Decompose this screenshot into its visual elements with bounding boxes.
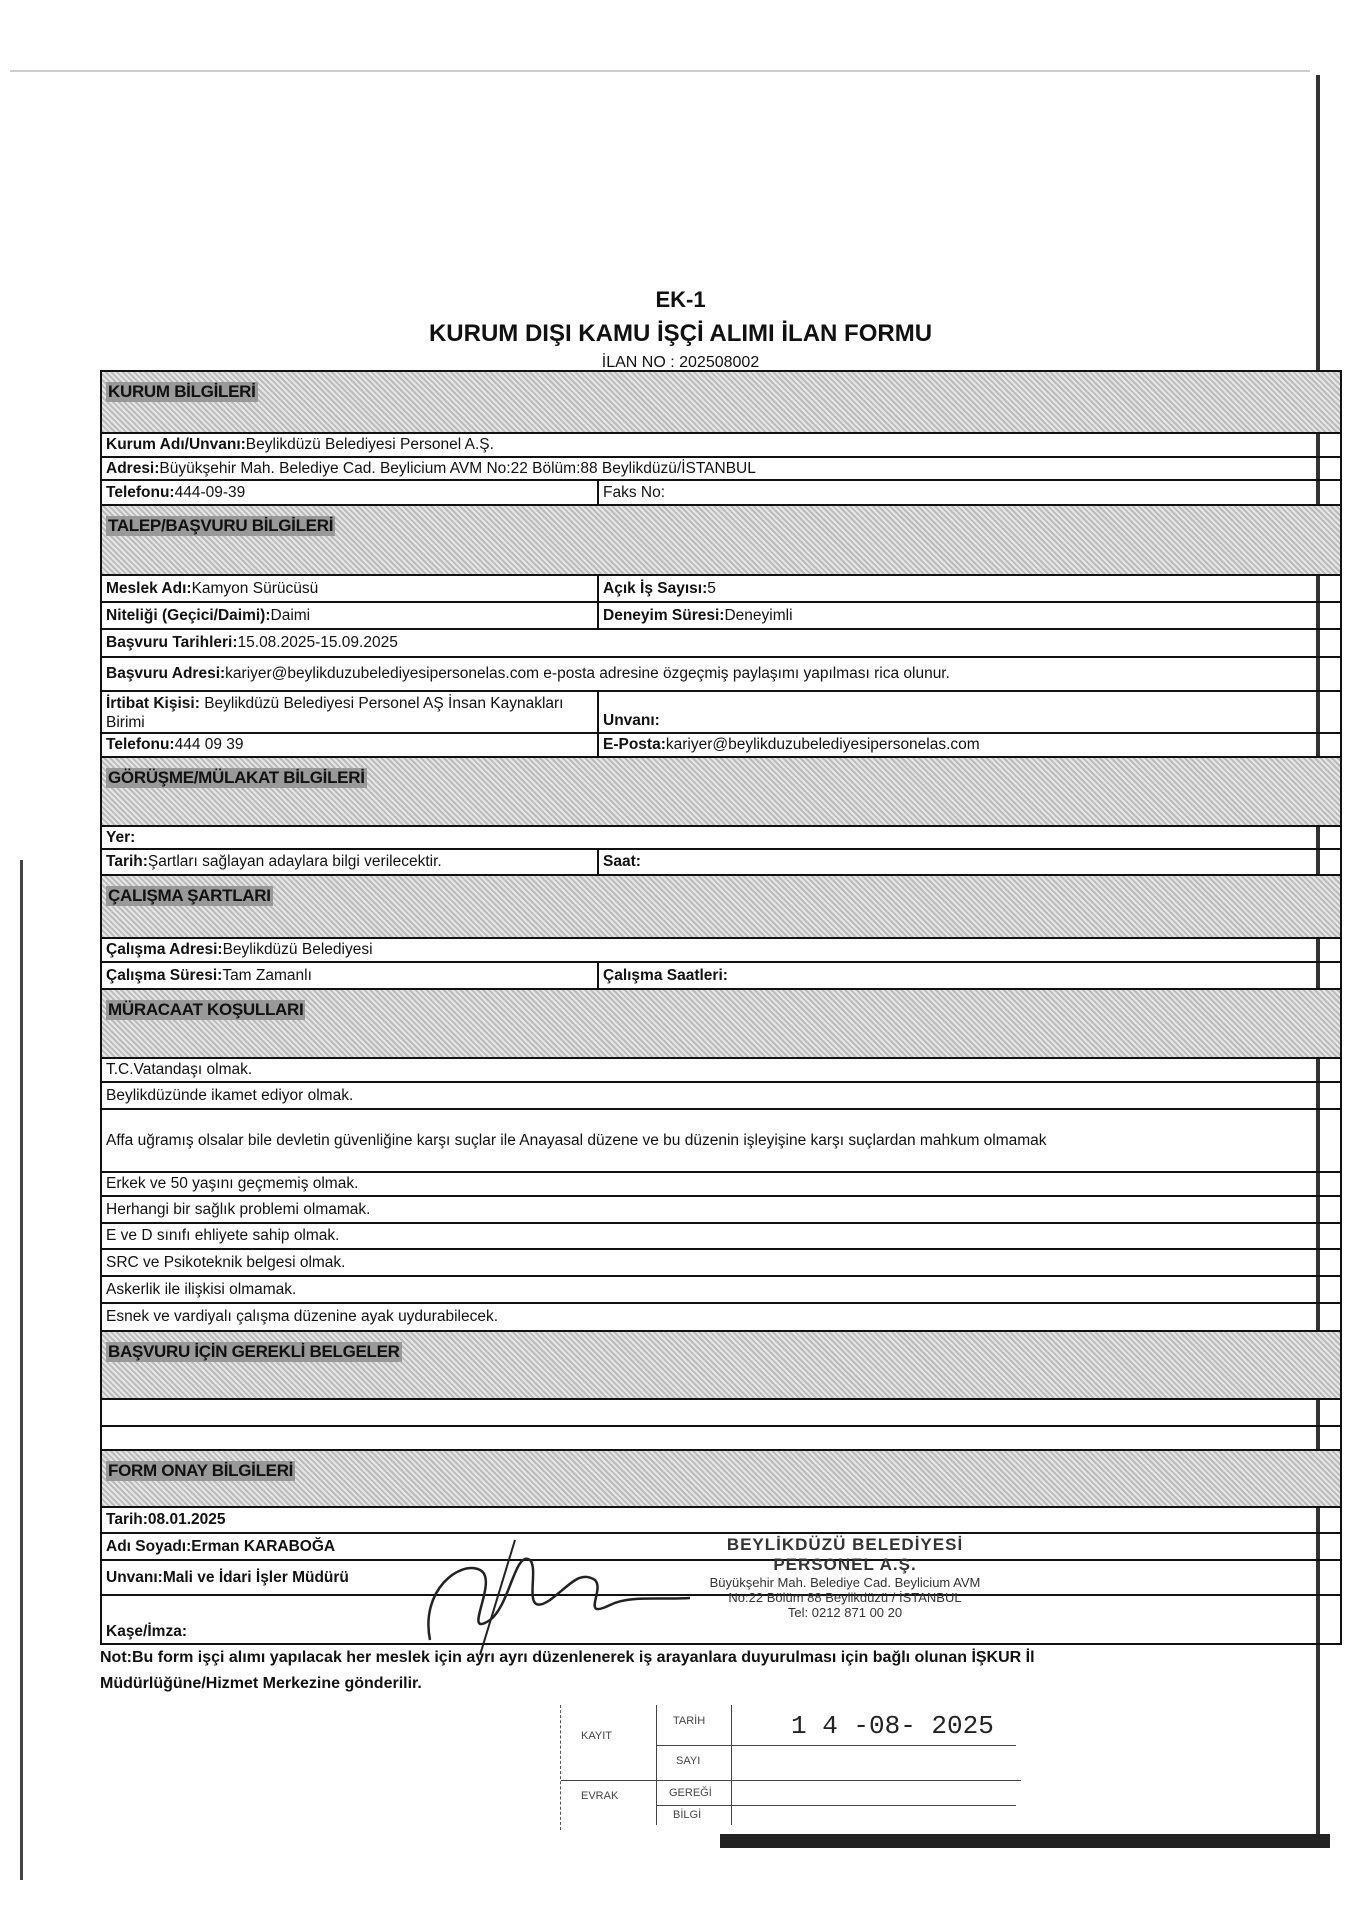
acik-is-field: Açık İş Sayısı: 5 bbox=[603, 579, 716, 597]
kase-imza-field: Kaşe/İmza: bbox=[106, 1623, 187, 1640]
calisma-adres-field: Çalışma Adresi: Beylikdüzü Belediyesi bbox=[106, 941, 373, 958]
condition-item: Beylikdüzünde ikamet ediyor olmak. bbox=[106, 1086, 354, 1104]
section-talep: TALEP/BAŞVURU BİLGİLERİ bbox=[102, 506, 1340, 574]
section-calisma: ÇALIŞMA ŞARTLARI bbox=[102, 876, 1340, 937]
section-onay: FORM ONAY BİLGİLERİ bbox=[102, 1451, 1340, 1506]
geregi-label: GEREĞİ bbox=[669, 1787, 712, 1799]
onay-tarih-field: Tarih: 08.01.2025 bbox=[106, 1511, 226, 1528]
condition-item: Affa uğramış olsalar bile devletin güvenliğine karşı suçlar ile Anayasal düzene ve bu düzenin işleyişine karşı suçlardan mahkum olmamak bbox=[106, 1131, 1047, 1149]
basvuru-adres-field: Başvuru Adresi: kariyer@beylikduzubelediyesipersonelas.com e-posta adresine özgeçmiş paylaşımı yapılması rica olunur. bbox=[106, 665, 950, 682]
section-muracaat: MÜRACAAT KOŞULLARI bbox=[102, 990, 1340, 1057]
gorusme-tarih-field: Tarih: Şartları sağlayan adaylara bilgi verilecektir. bbox=[102, 850, 599, 874]
faks-field: Faks No: bbox=[603, 483, 666, 501]
eposta-field: E-Posta: kariyer@beylikduzubelediyesipersonelas.com bbox=[603, 736, 980, 753]
empty-row bbox=[102, 1427, 1340, 1449]
kurum-tel-field: Telefonu: 444-09-39 bbox=[102, 481, 599, 504]
section-belgeler: BAŞVURU İÇİN GEREKLİ BELGELER bbox=[102, 1332, 1340, 1398]
onay-adi-field: Adı Soyadı: Erman KARABOĞA bbox=[106, 1537, 336, 1555]
evrak-label: EVRAK bbox=[581, 1790, 619, 1802]
condition-item: Herhangi bir sağlık problemi olmamak. bbox=[106, 1200, 371, 1218]
meslek-field: Meslek Adı: Kamyon Sürücüsü bbox=[102, 576, 599, 601]
calisma-sure-field: Çalışma Süresi: Tam Zamanlı bbox=[102, 963, 599, 988]
condition-item: SRC ve Psikoteknik belgesi olmak. bbox=[106, 1253, 346, 1271]
basvuru-tarih-field: Başvuru Tarihleri: 15.08.2025-15.09.2025 bbox=[106, 634, 398, 651]
registry-date: 1 4 -08- 2025 bbox=[791, 1711, 994, 1741]
company-stamp: BEYLİKDÜZÜ BELEDİYESİ PERSONEL A.Ş. Büyükşehir Mah. Belediye Cad. Beylicium AVM No:22 Bölüm 88 Beylikdüzü / İSTANBUL Tel: 0212 871 00 20 bbox=[709, 1535, 981, 1620]
condition-item: E ve D sınıfı ehliyete sahip olmak. bbox=[106, 1227, 340, 1244]
calisma-saat-field: Çalışma Saatleri: bbox=[603, 966, 728, 984]
onay-unvan-field: Unvanı: Mali ve İdari İşler Müdürü bbox=[106, 1568, 349, 1586]
scan-edge-bottom bbox=[720, 1834, 1330, 1848]
registry-stamp bbox=[560, 1705, 1021, 1830]
saat-field: Saat: bbox=[603, 853, 641, 870]
irtibat-tel-field: Telefonu: 444 09 39 bbox=[102, 734, 599, 756]
form-note: Not:Bu form işçi alımı yapılacak her meslek için ayrı ayrı düzenlenerek iş arayanlara duyurulması için bağlı olunan İŞKUR İl Müdürlüğüne/Hizmet Merkezine gönderilir. bbox=[100, 1649, 1035, 1692]
kurum-adi-field: Kurum Adı/Unvanı: Beylikdüzü Belediyesi Personel A.Ş. bbox=[106, 436, 494, 453]
condition-item: Erkek ve 50 yaşını geçmemiş olmak. bbox=[106, 1175, 359, 1192]
scan-edge-left bbox=[20, 860, 23, 1880]
nitelik-field: Niteliği (Geçici/Daimi): Daimi bbox=[102, 603, 599, 628]
scan-edge-top bbox=[10, 70, 1310, 72]
deneyim-field: Deneyim Süresi: Deneyimli bbox=[603, 606, 793, 624]
unvan-field: Unvanı: bbox=[603, 712, 660, 729]
yer-field: Yer: bbox=[106, 828, 136, 846]
signature bbox=[420, 1530, 700, 1660]
condition-item: Esnek ve vardiyalı çalışma düzenine ayak uydurabilecek. bbox=[106, 1308, 499, 1325]
condition-item: T.C.Vatandaşı olmak. bbox=[106, 1061, 253, 1078]
irtibat-field: İrtibat Kişisi: Beylikdüzü Belediyesi Personel AŞ İnsan Kaynakları Birimi bbox=[102, 692, 599, 732]
sayi-label: SAYI bbox=[676, 1755, 701, 1767]
ilan-number: İLAN NO : 202508002 bbox=[601, 354, 760, 371]
form-title: KURUM DIŞI KAMU İŞÇİ ALIMI İLAN FORMU bbox=[428, 320, 933, 347]
kurum-adres-field: Adresi: Büyükşehir Mah. Belediye Cad. Beylicium AVM No:22 Bölüm:88 Beylikdüzü/İSTANBUL bbox=[106, 459, 756, 477]
announcement-form bbox=[100, 370, 1342, 1645]
kayit-label: KAYIT bbox=[581, 1730, 612, 1742]
annex-label: EK-1 bbox=[655, 287, 706, 312]
section-gorusme: GÖRÜŞME/MÜLAKAT BİLGİLERİ bbox=[102, 758, 1340, 825]
section-kurum: KURUM BİLGİLERİ bbox=[102, 372, 1340, 432]
empty-row bbox=[102, 1400, 1340, 1425]
tarih-label: TARİH bbox=[673, 1715, 706, 1727]
condition-item: Askerlik ile ilişkisi olmamak. bbox=[106, 1280, 297, 1298]
bilgi-label: BİLGİ bbox=[673, 1809, 702, 1821]
